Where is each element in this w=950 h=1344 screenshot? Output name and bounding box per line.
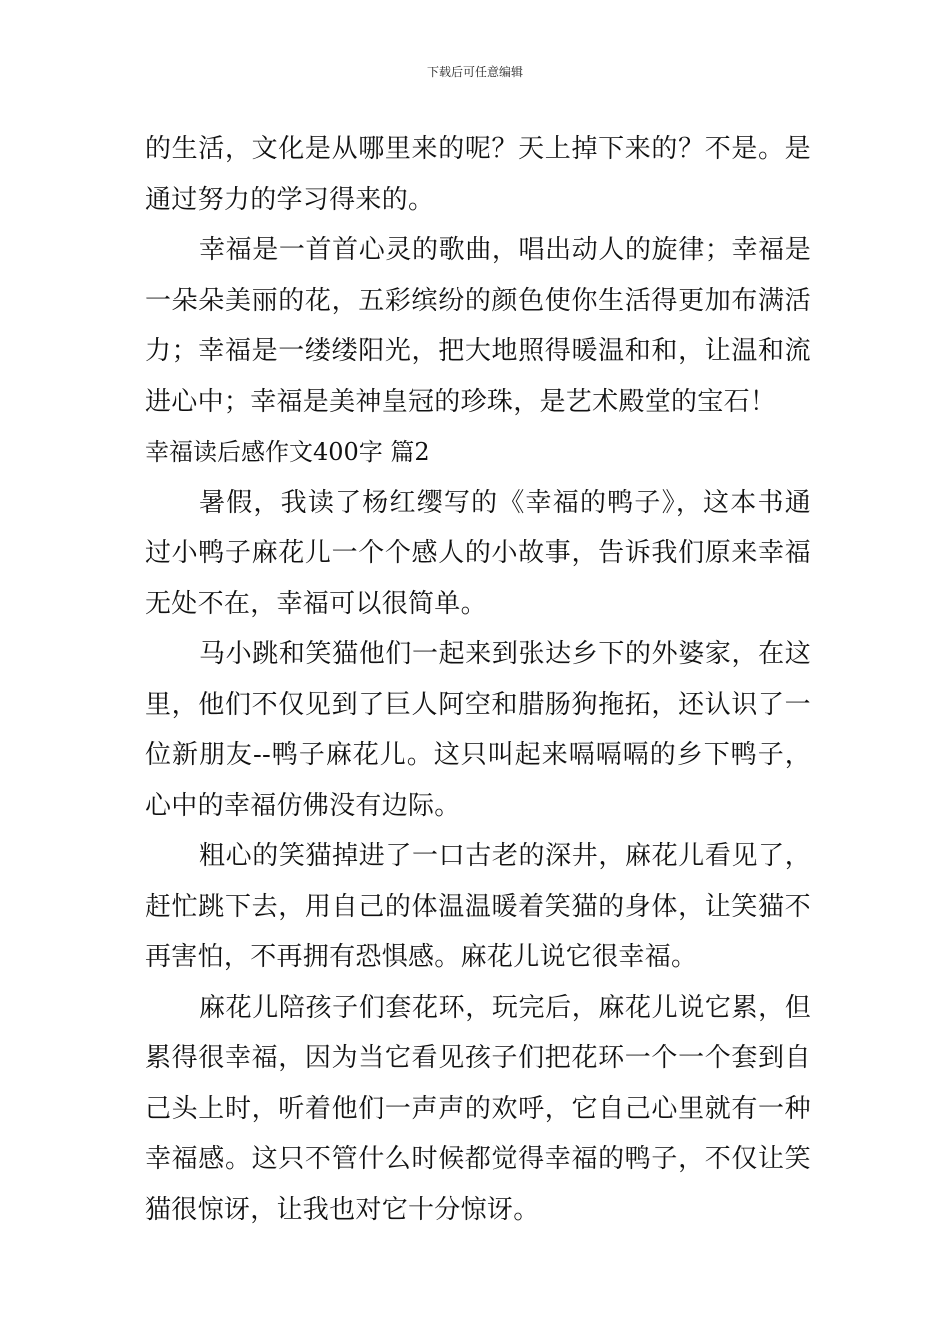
paragraph-well-rescue: 粗心的笑猫掉进了一口古老的深井，麻花儿看见了，赶忙跳下去，用自己的体温温暖着笑猫的身体，让笑猫不再害怕，不再拥有恐惧感。麻花儿说它很幸福。 [145, 841, 811, 972]
paragraph-countryside-visit: 马小跳和笑猫他们一起来到张达乡下的外婆家，在这里，他们不仅见到了巨人阿空和腊肠狗拖拓，还认识了一位新朋友--鸭子麻花儿。这只叫起来嗝嗝嗝的乡下鸭子，心中的幸福仿佛没有边际。 [145, 639, 811, 821]
section-heading: 幸福读后感作文400字 篇2 [145, 438, 430, 466]
page-header-note: 下载后可任意编辑 [426, 65, 523, 79]
document-body [145, 124, 811, 1235]
paragraph-continuation: 的生活，文化是从哪里来的呢？天上掉下来的？不是。是通过努力的学习得来的。 [145, 134, 811, 215]
paragraph-flower-rings: 麻花儿陪孩子们套花环，玩完后，麻花儿说它累，但累得很幸福，因为当它看见孩子们把花环一个一个套到自己头上时，听着他们一声声的欢呼，它自己心里就有一种幸福感。这只不管什么时候都觉得幸福的鸭子，不仅让笑猫很惊讶，让我也对它十分惊讶。 [145, 992, 811, 1225]
paragraph-book-intro: 暑假，我读了杨红缨写的《幸福的鸭子》，这本书通过小鸭子麻花儿一个个感人的小故事，告诉我们原来幸福无处不在，幸福可以很简单。 [145, 487, 811, 619]
paragraph-happiness-metaphors: 幸福是一首首心灵的歌曲，唱出动人的旋律；幸福是一朵朵美丽的花，五彩缤纷的颜色使你生活得更加布满活力；幸福是一缕缕阳光，把大地照得暖温和和，让温和流进心中；幸福是美神皇冠的珍珠，是艺术殿堂的宝石！ [145, 235, 811, 417]
